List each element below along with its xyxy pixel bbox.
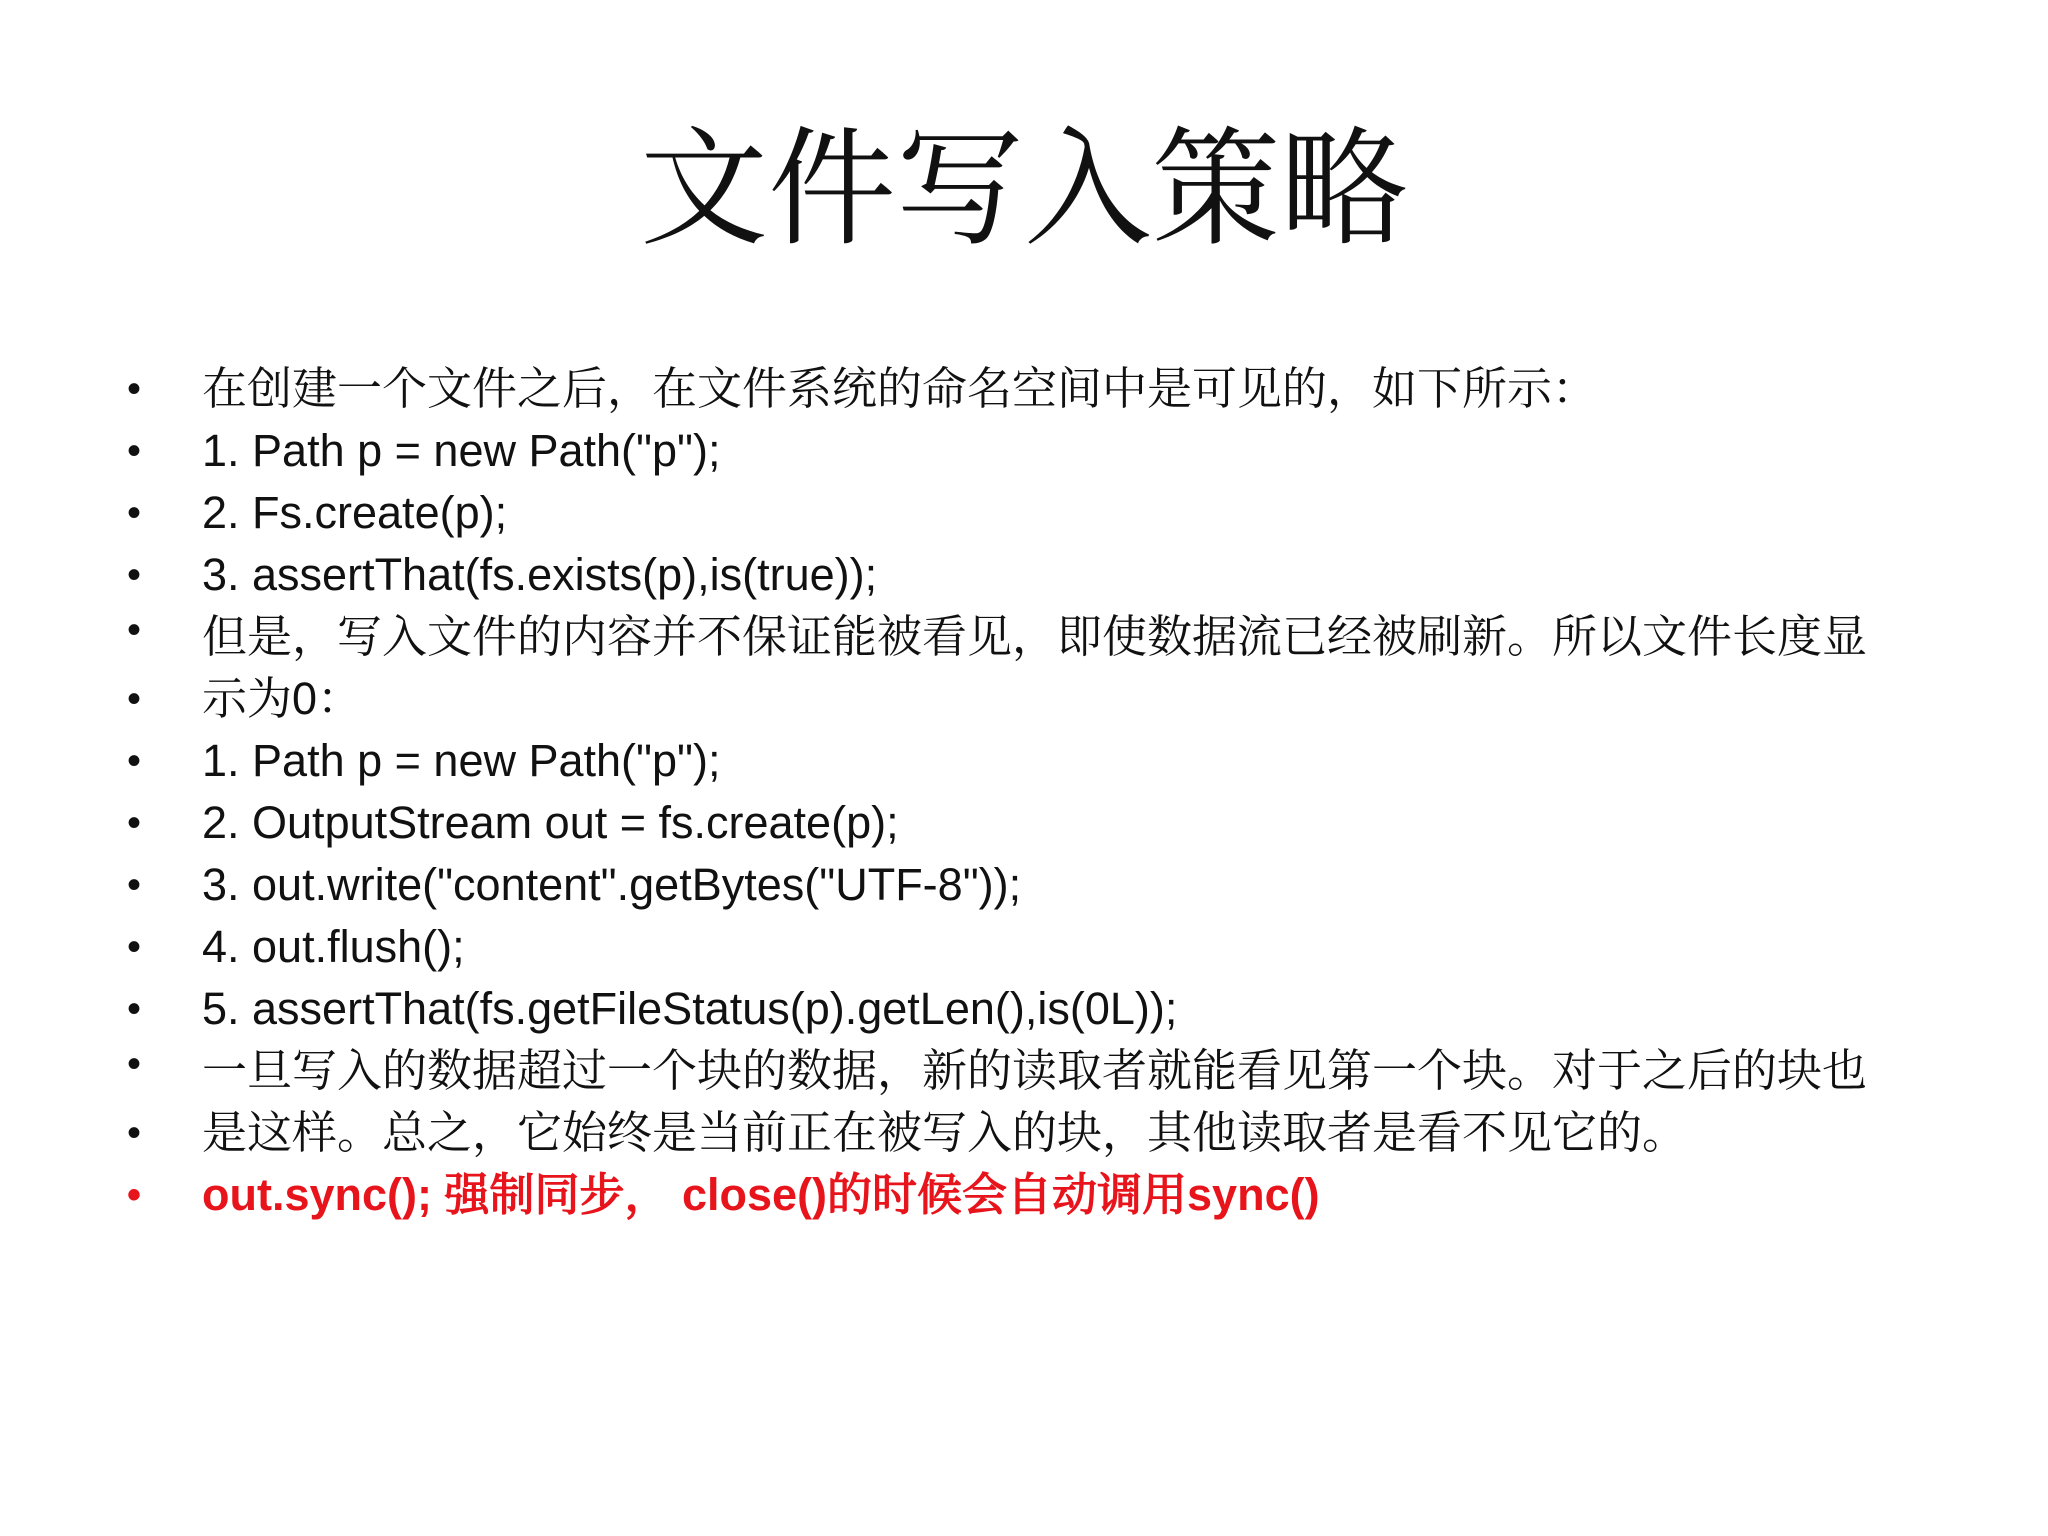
bullet-item (0, 730, 1900, 792)
bullet-dot-icon: • (126, 429, 141, 473)
bullet-dot-icon: • (126, 1111, 141, 1155)
bullet-text: 1. Path p = new Path("p"); (202, 425, 721, 476)
bullet-item (0, 1040, 1900, 1102)
bullet-item (0, 420, 1900, 482)
bullet-text: 3. assertThat(fs.exists(p),is(true)); (202, 549, 878, 600)
bullet-dot-icon: • (126, 677, 141, 721)
bullet-dot-icon: • (126, 1173, 141, 1217)
bullet-text: 5. assertThat(fs.getFileStatus(p).getLen(),is(0L)); (202, 983, 1178, 1034)
bullet-dot-icon: • (126, 1042, 141, 1086)
bullet-dot-icon: • (126, 491, 141, 535)
bullet-item (0, 978, 1900, 1040)
bullet-text: 是这样。总之，它始终是当前正在被写入的块，其他读取者是看不见它的。 (202, 1107, 1688, 1158)
bullet-dot-icon: • (126, 553, 141, 597)
bullet-list (0, 358, 2048, 1226)
bullet-text: 示为0： (202, 673, 363, 724)
bullet-text: 一旦写入的数据超过一个块的数据，新的读取者就能看见第一个块。对于之后的块也 (202, 1045, 1868, 1096)
bullet-text: 2. Fs.create(p); (202, 487, 508, 538)
bullet-item (0, 668, 1900, 730)
bullet-item (0, 358, 1900, 420)
bullet-dot-icon: • (126, 925, 141, 969)
bullet-text: 3. out.write("content".getBytes("UTF-8")); (202, 859, 1022, 910)
bullet-item (0, 916, 1900, 978)
bullet-dot-icon: • (126, 608, 141, 652)
bullet-dot-icon: • (126, 739, 141, 783)
bullet-text: 但是，写入文件的内容并不保证能被看见，即使数据流已经被刷新。所以文件长度显 (202, 611, 1868, 662)
bullet-dot-icon: • (126, 367, 141, 411)
bullet-dot-icon: • (126, 863, 141, 907)
bullet-text: 4. out.flush(); (202, 921, 465, 972)
bullet-dot-icon: • (126, 987, 141, 1031)
bullet-dot-icon: • (126, 801, 141, 845)
bullet-text: 在创建一个文件之后，在文件系统的命名空间中是可见的，如下所示： (202, 363, 1598, 414)
bullet-item (0, 606, 1900, 668)
bullet-item (0, 1102, 1900, 1164)
bullet-item-highlight (0, 1164, 1900, 1226)
bullet-item (0, 544, 1900, 606)
bullet-text: 1. Path p = new Path("p"); (202, 735, 721, 786)
bullet-text: out.sync(); 强制同步， close()的时候会自动调用sync() (202, 1169, 1320, 1220)
bullet-item (0, 854, 1900, 916)
bullet-item (0, 482, 1900, 544)
bullet-item (0, 792, 1900, 854)
bullet-text: 2. OutputStream out = fs.create(p); (202, 797, 899, 848)
slide-title: 文件写入策略 (639, 115, 1408, 264)
